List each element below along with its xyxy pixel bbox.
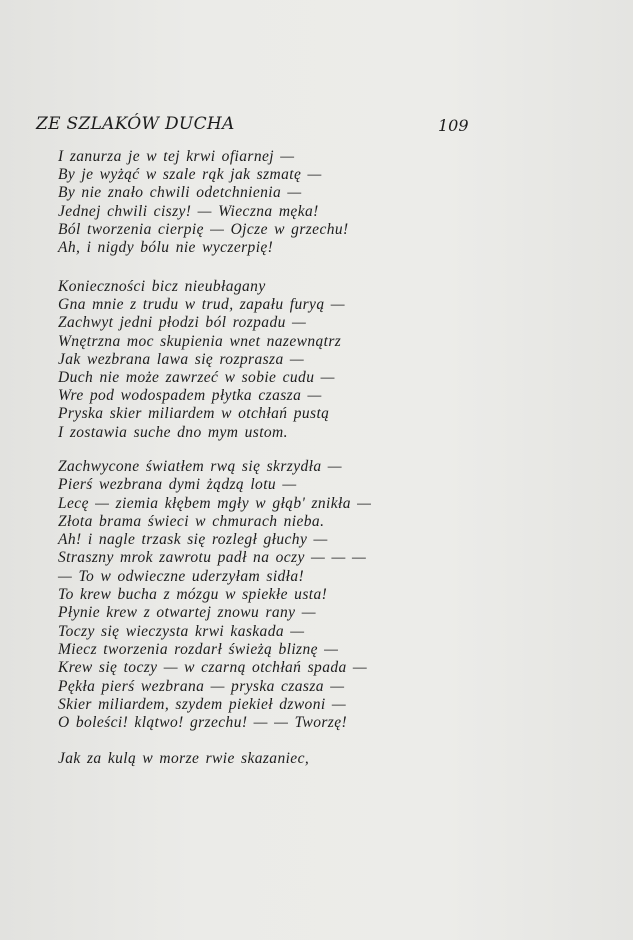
verse-line: O boleści! klątwo! grzechu! — — Tworzę! (58, 714, 348, 732)
verse-line: Ból tworzenia cierpię — Ojcze w grzechu! (58, 220, 349, 238)
verse-line: Straszny mrok zawrotu padł na oczy — — — (58, 549, 367, 567)
running-title: ZE SZLAKÓW DUCHA (36, 114, 235, 134)
verse-line: Gna mnie z trudu w trud, zapału furyą — (58, 296, 345, 314)
verse-line: Pryska skier miliardem w otchłań pustą (58, 405, 330, 423)
stanza-3 (58, 458, 371, 732)
verse-line: Toczy się wieczysta krwi kaskada — (58, 622, 305, 640)
verse-line: Skier miliardem, szydem piekieł dzwoni — (58, 695, 347, 713)
verse-line: Jak wezbrana lawa się rozprasza — (58, 350, 305, 368)
verse-line: I zanurza je w tej krwi ofiarnej — (58, 148, 295, 165)
verse-line: Zachwyt jedni płodzi ból rozpadu — (58, 314, 307, 332)
verse-line: Wre pod wodospadem płytka czasza — (58, 387, 322, 405)
verse-line: Zachwycone światłem rwą się skrzydła — (58, 458, 342, 475)
verse-line: Wnętrzna moc skupienia wnet nazewnątrz (58, 332, 342, 350)
verse-line: Płynie krew z otwartej znowu rany — (58, 604, 316, 622)
verse-line: Duch nie może zawrzeć w sobie cudu — (58, 369, 335, 387)
verse-line: Jednej chwili ciszy! — Wieczna męka! (58, 202, 319, 220)
verse-line: Ah, i nigdy bólu nie wyczerpię! (58, 239, 274, 257)
page-number: 109 (438, 116, 469, 135)
verse-line: — To w odwieczne uderzyłam sidła! (58, 567, 305, 585)
verse-line: I zostawia suche dno mym ustom. (58, 423, 288, 441)
verse-line: Ah! i nagle trzask się rozległ głuchy — (58, 531, 328, 549)
verse-line: Krew się toczy — w czarną otchłań spada — (58, 659, 368, 677)
stanza-2 (58, 278, 345, 442)
verse-line: Pękła pierś wezbrana — pryska czasza — (58, 677, 345, 695)
verse-line: Lecę — ziemia kłębem mgły w głąb' znikła — (58, 494, 372, 512)
verse-line: Konieczności bicz nieubłagany (58, 278, 266, 295)
verse-line: Miecz tworzenia rozdarł świeżą bliznę — (58, 640, 339, 658)
verse-line: Złota brama świeci w chmurach nieba. (58, 512, 325, 530)
verse-line: Jak za kulą w morze rwie skazaniec, (58, 750, 310, 767)
stanza-1 (58, 148, 349, 257)
stanza-4 (58, 750, 309, 768)
verse-line: By je wyżąć w szale rąk jak szmatę — (58, 166, 322, 184)
verse-line: By nie znało chwili odetchnienia — (58, 184, 302, 202)
verse-line: To krew bucha z mózgu w spiekłe usta! (58, 586, 328, 604)
verse-line: Pierś wezbrana dymi żądzą lotu — (58, 476, 297, 494)
